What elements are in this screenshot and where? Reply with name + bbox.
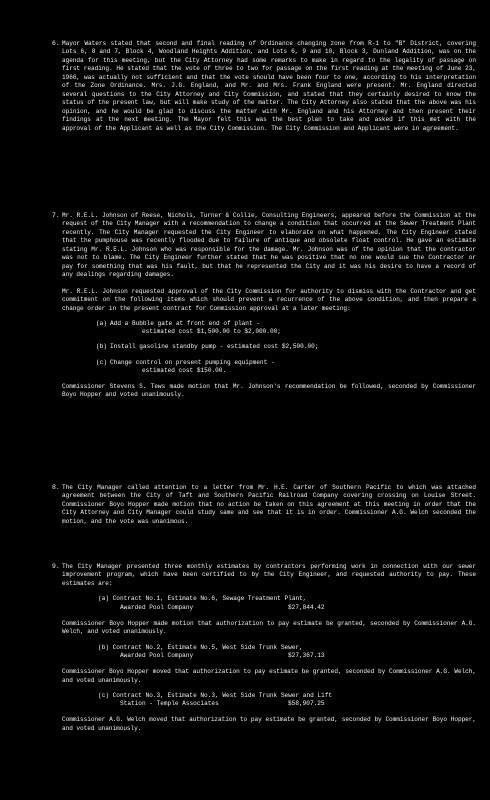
subitem-c: [62, 359, 476, 375]
contract-party: Awarded Pool Company: [120, 603, 194, 611]
contract-b: [62, 644, 476, 660]
contract-party: Station - Temple Associates: [120, 700, 219, 708]
item-paragraph: Mr. R.E.L. Johnson requested approval of the City Commission for authority to dismiss with the Contractor and get commitment on the following items which should prevent a recurrence of the above condition, and then prepare a change order in the present contract for Commission approval at a later meeting:: [62, 287, 476, 312]
item-number: 9.: [52, 563, 60, 570]
contract-a: [62, 595, 476, 611]
contract-title: (c) Contract No.3, Estimate No.3, West Side Trunk Sewer and Lift: [98, 691, 333, 699]
subitem-cost: estimated cost $1,500.00 to $2,000.00;: [142, 328, 281, 336]
agenda-item-9: [52, 563, 476, 733]
subitem-text: Install gasoline standby pump - estimated cost $2,500.00;: [110, 343, 319, 351]
item-closing: Commissioner Stevens S. Tews made motion that Mr. Johnson's recommendation be followed, seconded by Commissioner Boyo Hopper and voted unanimously.: [62, 383, 476, 399]
contract-title: (b) Contract No.2, Estimate No.5, West Side Trunk Sewer,: [98, 643, 303, 651]
contract-motion: Commissioner A.G. Welch moved that authorization to pay estimate be granted, seconded by Commissioner Boyo Hopper, and voted unanimously.: [62, 716, 476, 732]
contract-amount: $27,367.13: [288, 651, 325, 659]
subitem-a: [62, 320, 476, 336]
agenda-item-6: [52, 40, 476, 133]
subitem-text: Add a Bubble gate at front end of plant -: [110, 319, 260, 327]
item-paragraph: The City Manager called attention to a letter from Mr. H.E. Carter of Southern Pacific to which was attached agreement between the City of Taft and Southern Pacific Railroad Company covering crossing on Louise Street. Commissioner Boyo Hopper made motion that no action be taken on this agreement at this meeting in order that the City Attorney and City Manager could study same and see that it is in order. Commissioner A.G. Welch seconded the motion, and the vote was unanimous.: [62, 484, 476, 525]
contract-c: [62, 692, 476, 708]
item-paragraph: Mr. R.E.L. Johnson of Reese, Nichols, Turner & Collie, Consulting Engineers, appeared before the Commission at the request of the City Manager with a recommendation to change a condition that occurred at the Sewer Treatment Plant recently. The City Manager requested the City Engineer to elaborate on what happened. The City Engineer stated that the pumphouse was recently flooded due to failure of antique and obsolete float control. He gave an estimate stating Mr. R.E.L. Johnson who was responsible for the damage. Mr. Johnson was of the opinion that the contractor was not to blame. The City Engineer further stated that he was positive that no one would sue the Contractor or pay for something that was his fault, but that he represented the City and it was his desire to have a record of any dealings regarding damages.: [62, 212, 476, 279]
subitem-label: (a): [96, 319, 107, 327]
subitem-label: (c): [96, 358, 107, 366]
subitem-cost: estimated cost $150.00.: [142, 366, 227, 374]
item-paragraph: Mayor Waters stated that second and final reading of Ordinance changing zone from R-1 to "B" District, covering Lots 6, 8 and 7, Block 4, Woodland Heights Addition, and Lots 6, 9 and 10, Block 3, Dunland Addition, was on the agenda for this meeting, but the City Attorney had some remarks to make in regard to the legality of passage on first reading. He stated that the vote of three to two for passage on the first reading at the meeting of June 23, 1966, was actually not sufficient and that the vote should have been four to one, according to his interpretation of the Zone Ordinance. Mrs. J.G. England, and Mr. and Mrs. Frank England were present. Mr. England directed several questions to the City Attorney and City Commission, and stated that they certainly desired to know the status of the present law, but will make study of the matter. The City Attorney also stated that the above was his opinion, and he would be glad to discuss the matter with Mr. England and his Attorney and then present their findings at the next meeting. The Mayor felt this was the best plan to take and asked if this met with the approval of the Applicant as well as the City Commission. The City Commission and Applicant were in agreement.: [62, 40, 476, 132]
item-number: 8.: [52, 484, 60, 491]
item-number: 7.: [52, 212, 60, 219]
contract-motion: Commissioner Boyo Hopper moved that authorization to pay estimate be granted, seconded by Commissioner A.G. Welch, and voted unanimously.: [62, 668, 476, 684]
item-number: 6.: [52, 40, 60, 47]
subitem-label: (b): [96, 343, 107, 351]
contract-title: (a) Contract No.1, Estimate No.6, Sewage Treatment Plant,: [98, 595, 307, 603]
item-paragraph: The City Manager presented three monthly estimates by contractors performing work in connection with our sewer improvement program, which have been certified to by the City Engineer, and requested authority to pay. These estimates are:: [62, 563, 476, 587]
contract-amount: $27,844.42: [288, 603, 325, 611]
contract-party: Awarded Pool Company: [120, 651, 194, 659]
subitem-text: Change control on present pumping equipment -: [110, 358, 275, 366]
subitem-b: [62, 343, 476, 351]
contract-motion: Commissioner Boyo Hopper made motion that authorization to pay estimate be granted, seconded by Commissioner A.G. Welch, and voted unanimously.: [62, 619, 476, 636]
contract-amount: $58,907.25: [288, 700, 325, 708]
agenda-item-8: [52, 484, 476, 526]
agenda-item-7: [52, 212, 476, 400]
